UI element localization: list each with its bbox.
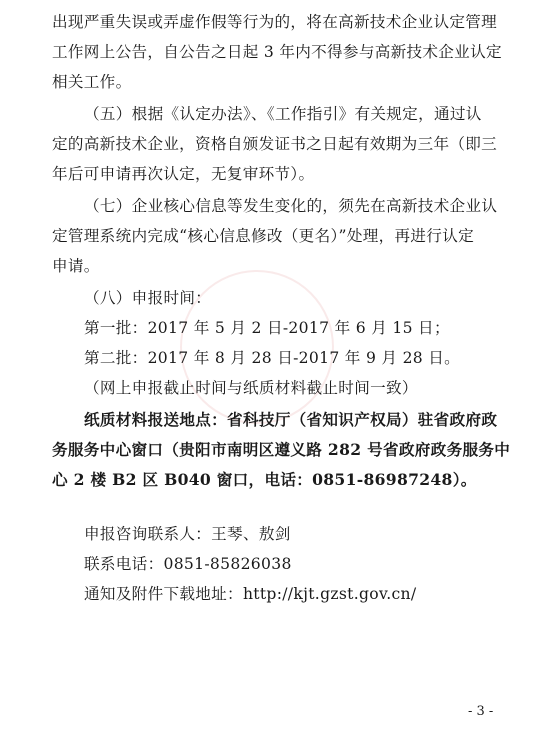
paragraph-line: （五）根据《认定办法》、《工作指引》有关规定，通过认 <box>84 105 482 123</box>
paragraph-line: 第一批：2017 年 5 月 2 日-2017 年 6 月 15 日； <box>84 319 450 337</box>
paragraph-line: 工作网上公告，自公告之日起 3 年内不得参与高新技术企业认定 <box>52 43 502 61</box>
contact-phone-line: 联系电话：0851-85826038 <box>84 555 292 573</box>
paragraph-line-bold: 务服务中心窗口（贵阳市南明区遵义路 282 号省政府政务服务中 <box>52 440 511 459</box>
paragraph-line: 申请。 <box>52 257 100 275</box>
paragraph-line: 定的高新技术企业，资格自颁发证书之日起有效期为三年（即三 <box>52 135 498 153</box>
paragraph-line: 第二批：2017 年 8 月 28 日-2017 年 9 月 28 日。 <box>84 349 461 367</box>
paragraph-line: 出现严重失误或弄虚作假等行为的，将在高新技术企业认定管理 <box>52 13 498 31</box>
paragraph-line: （八）申报时间： <box>84 289 212 307</box>
paragraph-line: （七）企业核心信息等发生变化的，须先在高新技术企业认 <box>84 197 498 215</box>
paragraph-line-bold: 心 2 楼 B2 区 B040 窗口，电话：0851-86987248）。 <box>52 470 477 489</box>
paragraph-line-bold: 纸质材料报送地点：省科技厅（省知识产权局）驻省政府政 <box>84 410 498 429</box>
page-number: - 3 - <box>468 704 494 719</box>
paragraph-line: 年后可申请再次认定，无复审环节）。 <box>52 165 315 183</box>
contact-person-line: 申报咨询联系人：王琴、敖剑 <box>84 525 291 543</box>
paragraph-line: （网上申报截止时间与纸质材料截止时间一致） <box>84 379 418 397</box>
download-url-line: 通知及附件下载地址：http://kjt.gzst.gov.cn/ <box>84 585 417 603</box>
paragraph-line: 相关工作。 <box>52 73 132 91</box>
paragraph-line: 定管理系统内完成“核心信息修改（更名）”处理，再进行认定 <box>52 227 474 245</box>
